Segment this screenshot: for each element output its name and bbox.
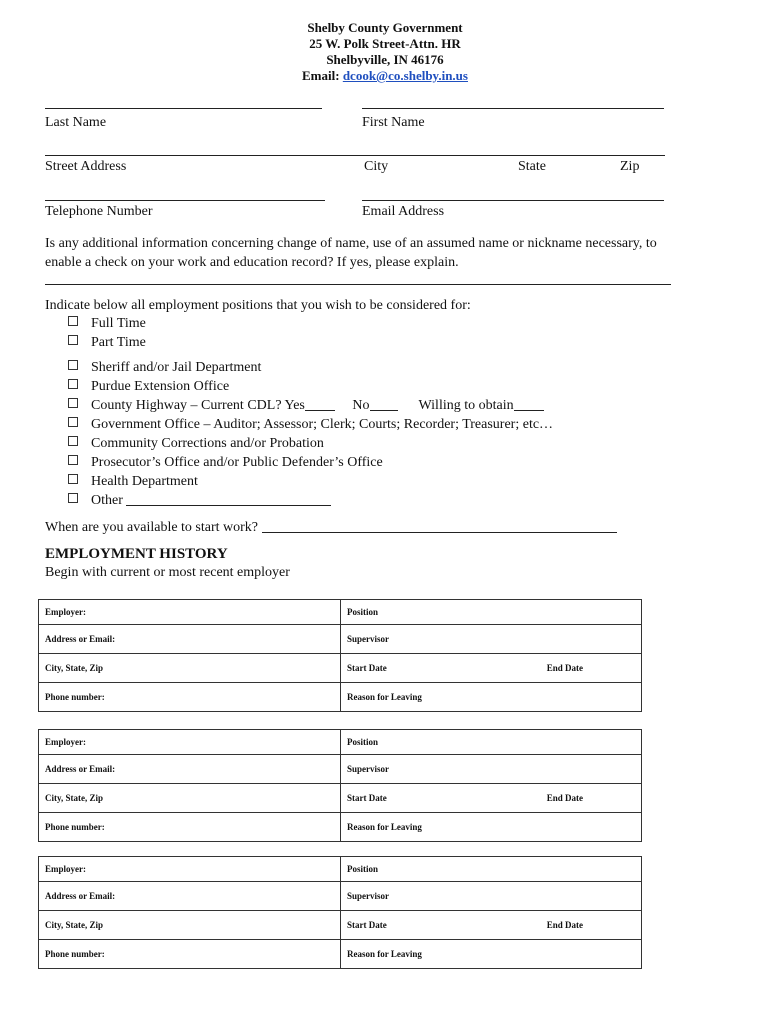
position-cell[interactable] bbox=[341, 600, 642, 625]
address-label: Address or Email: bbox=[45, 891, 116, 901]
checkbox-icon[interactable] bbox=[68, 379, 78, 389]
city-state-zip-cell[interactable] bbox=[39, 654, 341, 683]
address-cell[interactable] bbox=[39, 755, 341, 784]
positions-prompt: Indicate below all employment positions that you wish to be considered for: bbox=[45, 298, 471, 313]
supervisor-label: Supervisor bbox=[347, 764, 390, 774]
dates-cell[interactable] bbox=[341, 654, 642, 683]
supervisor-cell[interactable] bbox=[341, 625, 642, 654]
option-label: Community Corrections and/or Probation bbox=[91, 436, 324, 451]
phone-cell[interactable] bbox=[39, 683, 341, 712]
city-state-zip-label: City, State, Zip bbox=[45, 920, 104, 930]
city-state-zip-label: City, State, Zip bbox=[45, 793, 104, 803]
email-address-label: Email Address bbox=[362, 204, 445, 219]
employment-history-title: EMPLOYMENT HISTORY bbox=[45, 546, 228, 562]
option-prosecutor[interactable] bbox=[68, 455, 383, 471]
employment-history-subtitle: Begin with current or most recent employer bbox=[45, 565, 290, 580]
start-work-blank[interactable] bbox=[262, 520, 617, 533]
city-state-zip-cell[interactable] bbox=[39, 784, 341, 813]
option-part-time[interactable] bbox=[68, 335, 146, 351]
org-email-line bbox=[0, 68, 770, 84]
option-community-corrections[interactable] bbox=[68, 436, 324, 452]
checkbox-icon[interactable] bbox=[68, 474, 78, 484]
employer-cell[interactable] bbox=[39, 600, 341, 625]
start-date-label: Start Date bbox=[347, 920, 387, 930]
option-county-highway[interactable] bbox=[68, 398, 544, 414]
phone-cell[interactable] bbox=[39, 813, 341, 842]
option-label: Other bbox=[91, 493, 123, 508]
dates-cell[interactable] bbox=[341, 784, 642, 813]
cdl-yes-blank[interactable] bbox=[305, 398, 335, 411]
city-label: City bbox=[364, 159, 389, 174]
employer-table bbox=[38, 856, 642, 969]
position-label: Position bbox=[347, 737, 379, 747]
first-name-line[interactable] bbox=[362, 108, 664, 109]
employer-label: Employer: bbox=[45, 737, 86, 747]
checkbox-icon[interactable] bbox=[68, 398, 78, 408]
address-cell[interactable] bbox=[39, 882, 341, 911]
end-date-label: End Date bbox=[546, 793, 584, 803]
address-cell[interactable] bbox=[39, 625, 341, 654]
last-name-line[interactable] bbox=[45, 108, 322, 109]
phone-label: Phone number: bbox=[45, 949, 105, 959]
option-sheriff[interactable] bbox=[68, 360, 261, 376]
employer-table bbox=[38, 729, 642, 842]
telephone-line[interactable] bbox=[45, 200, 325, 201]
reason-label: Reason for Leaving bbox=[347, 692, 422, 702]
checkbox-icon[interactable] bbox=[68, 316, 78, 326]
option-label: Health Department bbox=[91, 474, 198, 489]
org-city: Shelbyville, IN 46176 bbox=[326, 52, 444, 67]
supervisor-cell[interactable] bbox=[341, 755, 642, 784]
additional-info-line[interactable] bbox=[45, 284, 671, 285]
option-label: Purdue Extension Office bbox=[91, 379, 230, 394]
employer-table bbox=[38, 599, 642, 712]
start-date-label: Start Date bbox=[347, 663, 387, 673]
state-label: State bbox=[518, 159, 546, 174]
reason-cell[interactable] bbox=[341, 683, 642, 712]
checkbox-icon[interactable] bbox=[68, 436, 78, 446]
email-label: Email: bbox=[302, 68, 340, 83]
dates-cell[interactable] bbox=[341, 911, 642, 940]
address-line[interactable] bbox=[45, 155, 665, 156]
city-state-zip-cell[interactable] bbox=[39, 911, 341, 940]
address-label: Address or Email: bbox=[45, 634, 116, 644]
cdl-no-label: No bbox=[352, 398, 370, 413]
cdl-willing-label: Willing to obtain bbox=[418, 398, 514, 413]
employer-label: Employer: bbox=[45, 864, 86, 874]
option-full-time[interactable] bbox=[68, 316, 146, 332]
last-name-label: Last Name bbox=[45, 115, 107, 130]
street-address-label: Street Address bbox=[45, 159, 127, 174]
supervisor-label: Supervisor bbox=[347, 634, 390, 644]
position-cell[interactable] bbox=[341, 857, 642, 882]
employer-cell[interactable] bbox=[39, 857, 341, 882]
employer-label: Employer: bbox=[45, 607, 86, 617]
phone-label: Phone number: bbox=[45, 822, 105, 832]
org-street: 25 W. Polk Street-Attn. HR bbox=[309, 36, 461, 51]
option-label: County Highway – Current CDL? Yes bbox=[91, 398, 305, 413]
start-date-label: Start Date bbox=[347, 793, 387, 803]
reason-cell[interactable] bbox=[341, 813, 642, 842]
end-date-label: End Date bbox=[546, 663, 584, 673]
checkbox-icon[interactable] bbox=[68, 417, 78, 427]
option-label: Sheriff and/or Jail Department bbox=[91, 360, 262, 375]
option-label: Government Office – Auditor; Assessor; Clerk; Courts; Recorder; Treasurer; etc… bbox=[91, 417, 554, 432]
position-label: Position bbox=[347, 607, 379, 617]
first-name-label: First Name bbox=[362, 115, 425, 130]
supervisor-label: Supervisor bbox=[347, 891, 390, 901]
option-label: Full Time bbox=[91, 316, 146, 331]
address-label: Address or Email: bbox=[45, 764, 116, 774]
phone-cell[interactable] bbox=[39, 940, 341, 969]
end-date-label: End Date bbox=[546, 920, 584, 930]
checkbox-icon[interactable] bbox=[68, 360, 78, 370]
email-link[interactable]: dcook@co.shelby.in.us bbox=[342, 68, 468, 83]
checkbox-icon[interactable] bbox=[68, 335, 78, 345]
option-other[interactable] bbox=[68, 493, 331, 509]
position-label: Position bbox=[347, 864, 379, 874]
cdl-no-blank[interactable] bbox=[370, 398, 398, 411]
cdl-willing-blank[interactable] bbox=[514, 398, 544, 411]
zip-label: Zip bbox=[620, 159, 640, 174]
start-work-label: When are you available to start work? bbox=[45, 520, 259, 535]
phone-label: Phone number: bbox=[45, 692, 105, 702]
additional-info-question: Is any additional information concerning change of name, use of an assumed name or nickname necessary, to enable a check on your work and education record? If yes, please explain. bbox=[45, 236, 657, 270]
supervisor-cell[interactable] bbox=[341, 882, 642, 911]
option-government-office[interactable] bbox=[68, 417, 553, 433]
option-health[interactable] bbox=[68, 474, 198, 490]
start-work-question bbox=[45, 520, 617, 536]
reason-label: Reason for Leaving bbox=[347, 949, 422, 959]
email-line[interactable] bbox=[362, 200, 664, 201]
option-label: Part Time bbox=[91, 335, 146, 350]
employer-cell[interactable] bbox=[39, 730, 341, 755]
checkbox-icon[interactable] bbox=[68, 455, 78, 465]
position-cell[interactable] bbox=[341, 730, 642, 755]
city-state-zip-label: City, State, Zip bbox=[45, 663, 104, 673]
reason-cell[interactable] bbox=[341, 940, 642, 969]
option-purdue[interactable] bbox=[68, 379, 229, 395]
reason-label: Reason for Leaving bbox=[347, 822, 422, 832]
checkbox-icon[interactable] bbox=[68, 493, 78, 503]
telephone-label: Telephone Number bbox=[45, 204, 153, 219]
org-name: Shelby County Government bbox=[307, 20, 463, 35]
option-label: Prosecutor’s Office and/or Public Defender’s Office bbox=[91, 455, 383, 470]
other-blank[interactable] bbox=[126, 493, 331, 506]
